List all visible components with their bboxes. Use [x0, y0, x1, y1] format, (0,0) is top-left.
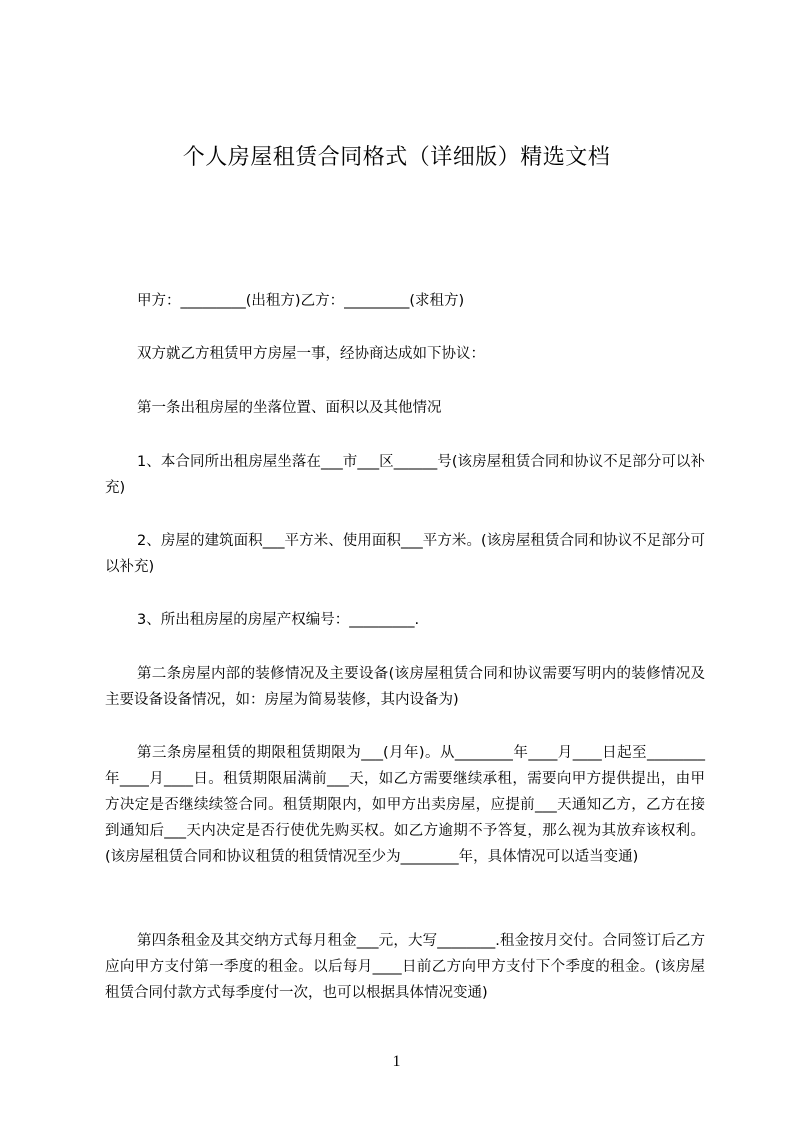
- article-3: 第三条房屋租赁的期限租赁期限为___(月年)。从________年____月____日起至________年____月____日。租赁期限届满前___天，如乙方需要继续承租，需要向甲方提供提出，由甲方决定是否继续续签合同。租赁期限内，如甲方出卖房屋，应提前___天通知乙方，乙方在接到通知后___天内决定是否行使优先购买权。如乙方逾期不予答复，那么视为其放弃该权利。(该房屋租赁合同和协议租赁的租赁情况至少为________年，具体情况可以适当变通): [105, 745, 705, 865]
- article-4: 第四条租金及其交纳方式每月租金___元，大写________.租金按月交付。合同签订后乙方应向甲方支付第一季度的租金。以后每月____日前乙方向甲方支付下个季度的租金。(该房屋租赁合同付款方式每季度付一次，也可以根据具体情况变通): [105, 933, 705, 1001]
- article-1-item-2: 2、房屋的建筑面积___平方米、使用面积___平方米。(该房屋租赁合同和协议不足部分可以补充): [105, 533, 705, 575]
- page-number: 1: [392, 1053, 401, 1070]
- article-1-item-3: 3、所出租房屋的房屋产权编号：_________.: [137, 612, 420, 628]
- parties-line: 甲方：_________(出租方)乙方：_________(求租方): [137, 293, 465, 309]
- agreement-intro: 双方就乙方租赁甲方房屋一事，经协商达成如下协议：: [137, 346, 485, 362]
- article-2: 第二条房屋内部的装修情况及主要设备(该房屋租赁合同和协议需要写明内的装修情况及主要设备设备情况，如：房屋为简易装修，其内设备为): [105, 666, 705, 708]
- article-1-heading: 第一条出租房屋的坐落位置、面积以及其他情况: [137, 400, 442, 416]
- document-title: 个人房屋租赁合同格式（详细版）精选文档: [182, 145, 611, 170]
- article-1-item-1: 1、本合同所出租房屋坐落在___市___区______号(该房屋租赁合同和协议不足部分可以补充): [105, 454, 705, 496]
